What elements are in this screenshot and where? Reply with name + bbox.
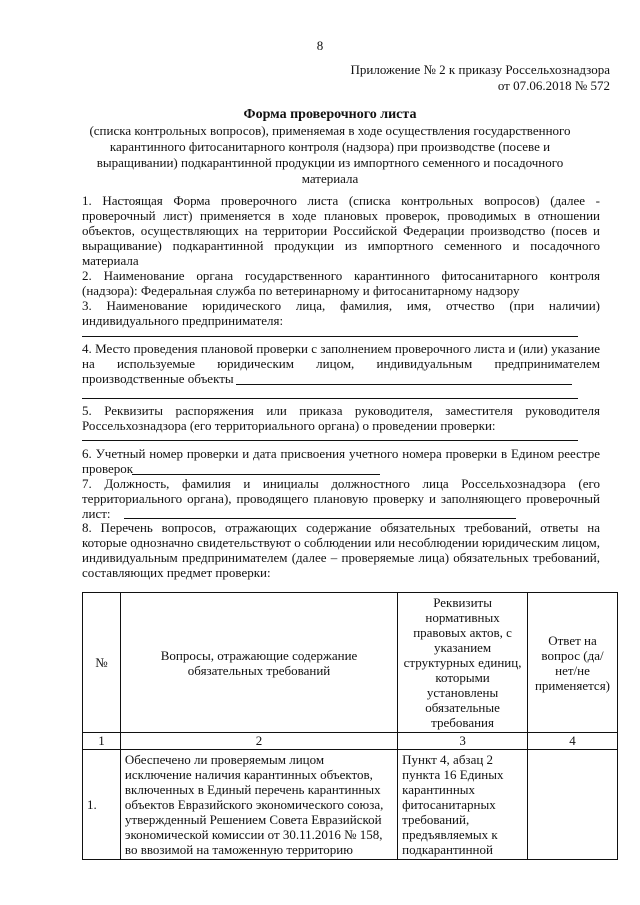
item-7-fill-line — [124, 518, 516, 519]
column-number: 1 — [83, 733, 121, 750]
item-2: 2. Наименование органа государственного карантинного фитосанитарного контроля (надзора): Федеральная служба по ветеринарному и фитосанитарному надзору — [82, 268, 600, 298]
item-4: 4. Место проведения плановой проверки с заполнением проверочного листа и (или) указание на используемые юридическим лицом, индивидуальным предпринимателем производственные объекты — [82, 341, 600, 386]
item-3: 3. Наименование юридического лица, фамилия, имя, отчество (при наличии) индивидуального предпринимателя: — [82, 298, 600, 328]
row-number: 1. — [83, 750, 121, 860]
column-number-row — [83, 733, 618, 750]
table-header-row — [83, 593, 618, 733]
column-number: 3 — [398, 733, 528, 750]
item-6-fill-line — [132, 474, 380, 475]
item-6: 6. Учетный номер проверки и дата присвоения учетного номера проверки в Едином реестре проверок — [82, 446, 600, 476]
item-5: 5. Реквизиты распоряжения или приказа руководителя, заместителя руководителя Россельхознадзора (его территориального органа) о проведении проверки: — [82, 403, 600, 433]
item-1: 1. Настоящая Форма проверочного листа (списка контрольных вопросов) (далее - проверочный лист) применяется в ходе плановых проверок, проводимых в отношении объектов, осуществляющих на территории Российской Федерации производство (посев и выращивание) подкарантинной продукции из импортного семенного и посадочного материала — [82, 193, 600, 268]
row-question: Обеспечено ли проверяемым лицом исключение наличия карантинных объектов, включенных в Единый перечень карантинных объектов Евразийского экономического союза, утвержденный Решением Совета Евразийской экономической комиссии от 30.11.2016 № 158, во ввозимой на таможенную территорию — [120, 750, 397, 860]
item-4-fill-line-2 — [82, 398, 578, 399]
item-5-fill-line — [82, 440, 578, 441]
title-block — [60, 106, 600, 187]
column-number: 2 — [120, 733, 397, 750]
header-answer: Ответ на вопрос (да/нет/не применяется) — [528, 593, 618, 733]
item-3-fill-line — [82, 336, 578, 337]
form-subtitle-3: выращивании) подкарантинной продукции из импортного семенного и посадочного — [96, 155, 564, 170]
form-subtitle-1: (списка контрольных вопросов), применяемая в ходе осуществления государственного — [89, 123, 571, 138]
checklist-table — [82, 592, 618, 860]
row-requisite: Пункт 4, абзац 2 пункта 16 Единых карантинных фитосанитарных требований, предъявляемых к подкарантинной — [398, 750, 528, 860]
header-questions: Вопросы, отражающие содержание обязательных требований — [120, 593, 397, 733]
form-title: Форма проверочного листа — [243, 107, 417, 122]
item-8: 8. Перечень вопросов, отражающих содержание обязательных требований, ответы на которые однозначно свидетельствуют о соблюдении или несоблюдении юридическим лицом, индивидуальным предпринимателем (далее – проверяемые лица) обязательных требований, составляющих предмет проверки: — [82, 520, 600, 580]
annex-header — [351, 62, 611, 94]
row-answer-cell[interactable] — [528, 750, 618, 860]
annex-line-1: Приложение № 2 к приказу Россельхознадзора — [350, 62, 610, 77]
form-subtitle-2: карантинного фитосанитарного контроля (надзора) при производстве (посеве и — [109, 139, 551, 154]
table-row — [83, 750, 618, 860]
page-number: 8 — [316, 38, 324, 53]
item-4-fill-line-1 — [236, 384, 572, 385]
annex-line-2: от 07.06.2018 № 572 — [497, 78, 610, 93]
form-subtitle-4: материала — [301, 171, 359, 186]
column-number: 4 — [528, 733, 618, 750]
header-requisites: Реквизиты нормативных правовых актов, с указанием структурных единиц, которыми установлены обязательные требования — [398, 593, 528, 733]
header-num: № — [83, 593, 121, 733]
item-7: 7. Должность, фамилия и инициалы должностного лица Россельхознадзора (его территориального органа), проводящего плановую проверку и заполняющего проверочный лист: — [82, 476, 600, 521]
